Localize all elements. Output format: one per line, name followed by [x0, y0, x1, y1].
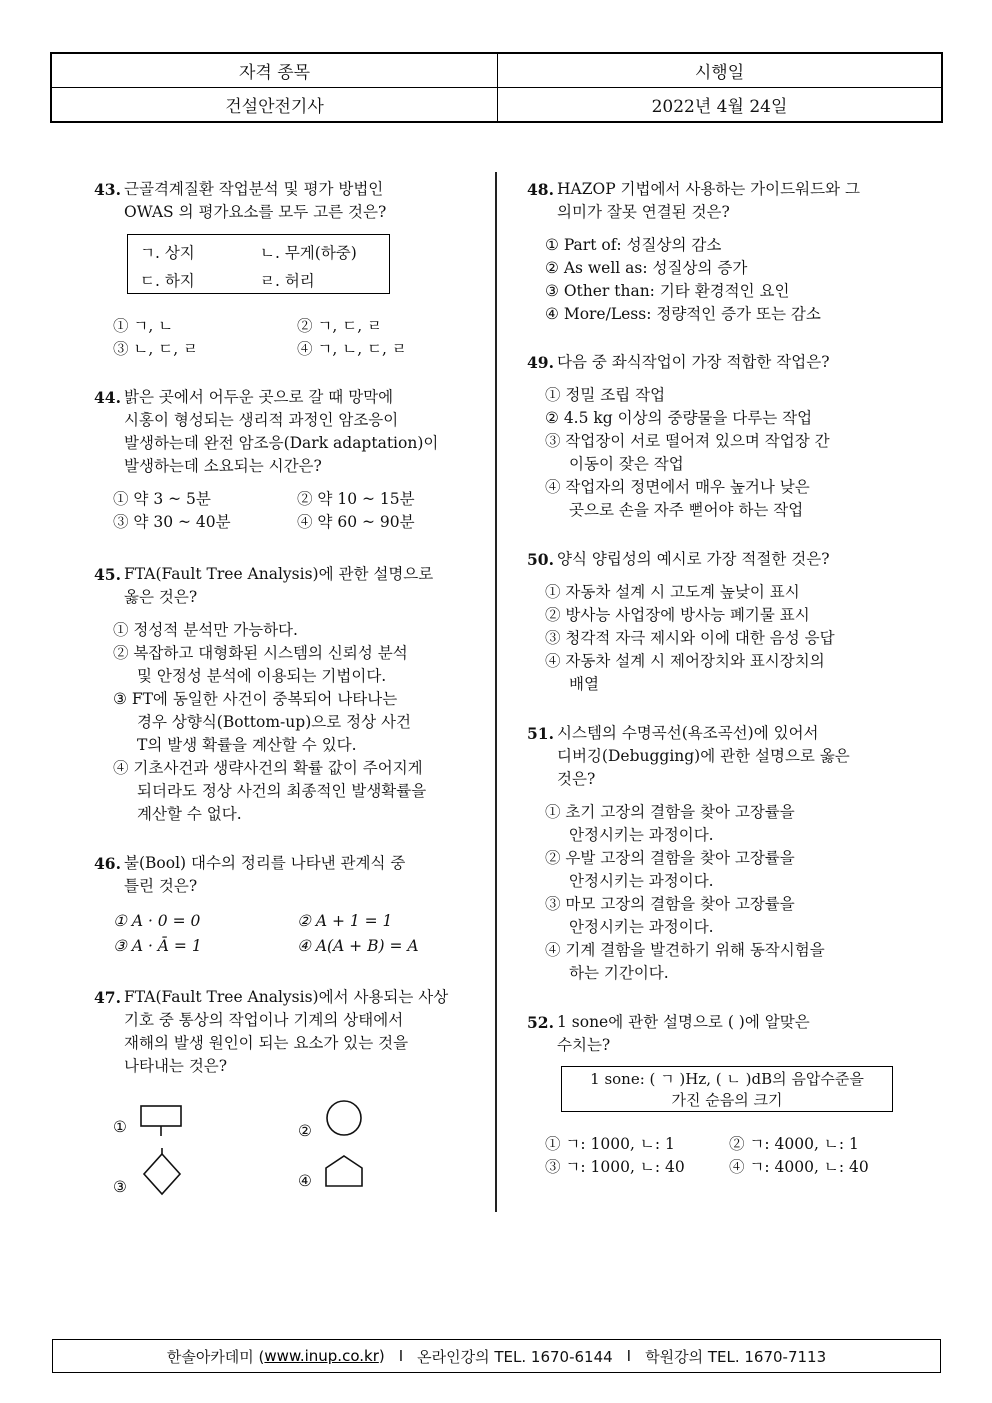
question-number: 50.	[527, 550, 554, 569]
option: ③ Other than: 기타 환경적인 요인	[545, 282, 790, 300]
option: ③ ㄴ, ㄷ, ㄹ	[113, 340, 199, 358]
question-text: 다음 중 좌식작업이 가장 적합한 작업은?	[557, 353, 830, 371]
footer-separator: I	[626, 1347, 632, 1365]
question-number: 52.	[527, 1013, 554, 1032]
question-50	[527, 548, 917, 696]
undeveloped-event-diamond-symbol	[140, 1146, 186, 1202]
option: ③ 마모 고장의 결함을 찾아 고장률을 안정시키는 과정이다.	[545, 895, 795, 936]
question-text: HAZOP 기법에서 사용하는 가이드워드와 그 의미가 잘못 연결된 것은?	[557, 180, 860, 221]
header-exam-date-label: 시행일	[694, 62, 745, 83]
option: ① 정성적 분석만 가능하다.	[113, 621, 298, 639]
basic-event-rectangle-symbol	[138, 1100, 188, 1140]
question-52	[527, 1011, 917, 1057]
question-52-options	[545, 1133, 915, 1179]
option: ① ㄱ: 1000, ㄴ: 1	[545, 1135, 675, 1153]
header-row-labels	[52, 54, 941, 88]
footer-academy: 한솔아카데미 (	[166, 1347, 265, 1366]
option-label: ④	[298, 1172, 312, 1190]
box-item: ㄴ. 무게(하중)	[260, 244, 357, 262]
question-45	[94, 563, 479, 826]
header-exam-date-value: 2022년 4월 24일	[651, 96, 788, 117]
box-item: ㄷ. 하지	[140, 272, 195, 290]
question-text: 불(Bool) 대수의 정리를 나타낸 관계식 중 틀린 것은?	[124, 854, 406, 895]
question-text: FTA(Fault Tree Analysis)에서 사용되는 사상 기호 중 통상의 작업이나 기계의 상태에서 재해의 발생 원인이 되는 요소가 있는 것을 나타내는 것은?	[124, 988, 449, 1075]
option-label: ①	[113, 1118, 127, 1136]
question-43-box	[127, 234, 390, 294]
question-number: 49.	[527, 353, 554, 372]
option: ① 자동차 설계 시 고도계 높낮이 표시	[545, 583, 800, 601]
question-47	[94, 986, 484, 1078]
header-row-values	[52, 88, 941, 122]
option: ① 초기 고장의 결함을 찾아 고장률을 안정시키는 과정이다.	[545, 803, 795, 844]
option: ④ 기초사건과 생략사건의 확률 값이 주어지게 되더라도 정상 사건의 최종적인 발생확률을 계산할 수 없다.	[113, 759, 427, 823]
column-divider	[495, 172, 497, 1212]
question-number: 45.	[94, 565, 121, 584]
option: ② ㄱ: 4000, ㄴ: 1	[729, 1135, 859, 1153]
house-event-symbol	[322, 1150, 372, 1190]
option: ④ ㄱ, ㄴ, ㄷ, ㄹ	[297, 340, 407, 358]
question-number: 51.	[527, 724, 554, 743]
option: ④ More/Less: 정량적인 증가 또는 감소	[545, 305, 821, 323]
option-label: ③	[113, 1178, 127, 1196]
option: ② 우발 고장의 결함을 찾아 고장률을 안정시키는 과정이다.	[545, 849, 795, 890]
option: ④ 약 60 ~ 90분	[297, 513, 415, 531]
question-48	[527, 178, 917, 326]
option: ② ㄱ, ㄷ, ㄹ	[297, 317, 383, 335]
question-text: 밝은 곳에서 어두운 곳으로 갈 때 망막에 시홍이 형성되는 생리적 과정인 암조응이 발생하는데 완전 암조응(Dark adaptation)이 발생하는데 소요되는 시간은?	[124, 388, 439, 475]
question-49	[527, 351, 917, 522]
option: ② 약 10 ~ 15분	[297, 490, 415, 508]
question-number: 47.	[94, 988, 121, 1007]
option: ② 4.5 kg 이상의 중량물을 다루는 작업	[545, 409, 813, 427]
question-51	[527, 722, 917, 985]
question-43-options	[113, 315, 483, 361]
footer-online-tel: 온라인강의 TEL. 1670-6144	[417, 1347, 613, 1366]
footer-separator: I	[398, 1347, 404, 1365]
option: ④ 작업자의 정면에서 매우 높거나 낮은 곳으로 손을 자주 뻗어야 하는 작업	[545, 478, 810, 519]
question-52-box: 1 sone: ( ㄱ )Hz, ( ㄴ )dB의 음압수준을 가진 순음의 크기	[561, 1066, 893, 1112]
option: ④ 기계 결함을 발견하기 위해 동작시험을 하는 기간이다.	[545, 941, 825, 982]
question-44	[94, 386, 479, 534]
option: ② A + 1 = 1	[297, 912, 393, 930]
option: ① ㄱ, ㄴ	[113, 317, 174, 335]
option: ① 정밀 조립 작업	[545, 386, 666, 404]
header-qualification-label: 자격 종목	[52, 54, 498, 87]
footer-offline-tel: 학원강의 TEL. 1670-7113	[645, 1347, 827, 1366]
footer-website-link[interactable]: www.inup.co.kr	[264, 1347, 379, 1365]
option: ③ FT에 동일한 사건이 중복되어 나타나는 경우 상향식(Bottom-up)으로 정상 사건 T의 발생 확률을 계산할 수 있다.	[113, 690, 411, 754]
question-text: FTA(Fault Tree Analysis)에 관한 설명으로 옳은 것은?	[124, 565, 434, 606]
option: ① Part of: 성질상의 감소	[545, 236, 722, 254]
option: ④ ㄱ: 4000, ㄴ: 40	[729, 1158, 869, 1176]
basic-event-circle-symbol	[322, 1096, 366, 1140]
box-item: ㄹ. 허리	[260, 272, 315, 290]
option: ③ 청각적 자극 제시와 이에 대한 음성 응답	[545, 629, 835, 647]
question-text: 양식 양립성의 예시로 가장 적절한 것은?	[557, 550, 830, 568]
question-number: 44.	[94, 388, 121, 407]
option: ③ ㄱ: 1000, ㄴ: 40	[545, 1158, 685, 1176]
option: ② 방사능 사업장에 방사능 폐기물 표시	[545, 606, 810, 624]
option: ② 복잡하고 대형화된 시스템의 신뢰성 분석 및 안정성 분석에 이용되는 기법이다.	[113, 644, 408, 685]
option: ④ A(A + B) = A	[297, 937, 419, 955]
box-item: ㄱ. 상지	[140, 244, 195, 262]
header-table	[50, 52, 943, 123]
footer-paren: )	[378, 1347, 385, 1365]
option: ③ A · Ā = 1	[113, 937, 202, 955]
option: ③ 약 30 ~ 40분	[113, 513, 231, 531]
question-text: 1 sone에 관한 설명으로 ( )에 알맞은 수치는?	[557, 1013, 810, 1054]
option: ③ 작업장이 서로 떨어져 있으며 작업장 간 이동이 잦은 작업	[545, 432, 830, 473]
question-number: 46.	[94, 854, 121, 873]
option-label: ②	[298, 1122, 312, 1140]
question-text: 시스템의 수명곡선(욕조곡선)에 있어서 디버깅(Debugging)에 관한 설명으로 옳은 것은?	[557, 724, 850, 788]
question-number: 48.	[527, 180, 554, 199]
question-number: 43.	[94, 180, 121, 199]
option: ② As well as: 성질상의 증가	[545, 259, 748, 277]
question-43	[94, 178, 474, 224]
option: ① 약 3 ~ 5분	[113, 490, 211, 508]
question-46	[94, 852, 479, 958]
question-text: 근골격계질환 작업분석 및 평가 방법인 OWAS 의 평가요소를 모두 고른 것은?	[124, 180, 387, 221]
option: ④ 자동차 설계 시 제어장치와 표시장치의 배열	[545, 652, 825, 693]
footer	[52, 1339, 941, 1373]
header-qualification-value: 건설안전기사	[52, 88, 498, 122]
option: ① A · 0 = 0	[113, 912, 201, 930]
